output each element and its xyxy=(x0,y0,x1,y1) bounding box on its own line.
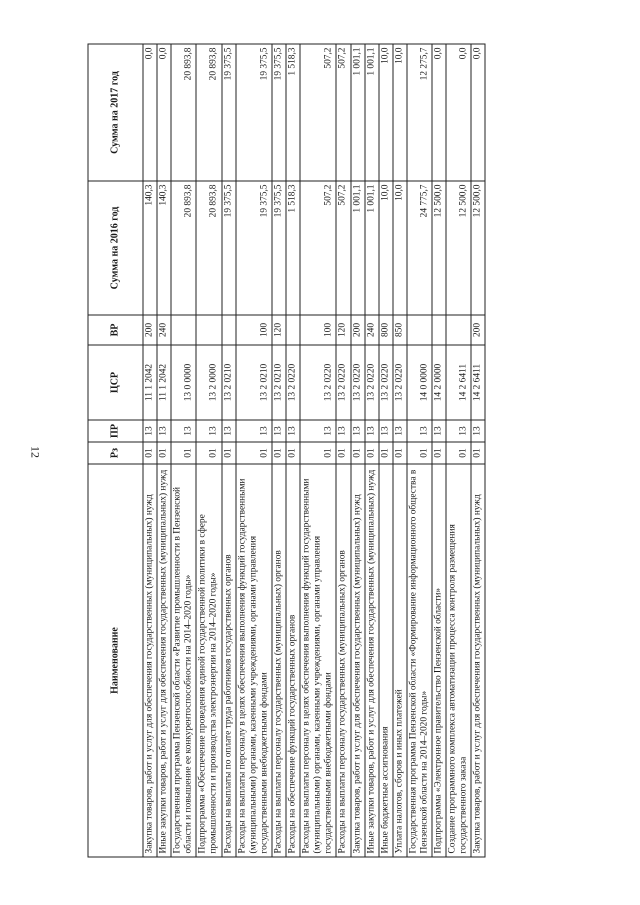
header-sum-2016: Сумма на 2016 год xyxy=(88,181,143,315)
table-row xyxy=(286,44,300,857)
row-rz: 01 xyxy=(365,442,379,464)
row-vr: 100 xyxy=(300,315,336,345)
row-sum-2017: 1 518,3 xyxy=(286,44,300,181)
table-row xyxy=(236,44,272,857)
row-rz: 01 xyxy=(446,442,471,464)
row-vr: 240 xyxy=(157,315,171,345)
row-name: Государственная программа Пензенской области «Формирование информационного общества в Пензенской области на 2014–2020 годы» xyxy=(407,464,432,857)
row-vr: 200 xyxy=(143,315,157,345)
row-rz: 01 xyxy=(236,442,272,464)
row-rz: 01 xyxy=(143,442,157,464)
row-csr: 13 2 0220 xyxy=(365,345,379,420)
header-vr: ВР xyxy=(88,315,143,345)
row-vr xyxy=(446,315,471,345)
row-csr: 11 1 2042 xyxy=(157,345,171,420)
table-row xyxy=(351,44,365,857)
row-rz: 01 xyxy=(336,442,350,464)
row-name: Расходы на выплаты персоналу в целях обеспечения выполнения функций государственными (муниципальными) органами, казенными учреждениями, органами управления государственными внебюджетными фондами xyxy=(300,464,336,857)
row-vr: 100 xyxy=(236,315,272,345)
row-sum-2016: 1 518,3 xyxy=(286,181,300,315)
table-row xyxy=(300,44,336,857)
row-vr xyxy=(432,315,446,345)
row-rz: 01 xyxy=(407,442,432,464)
row-rz: 01 xyxy=(196,442,221,464)
row-pr: 13 xyxy=(365,420,379,442)
table-row xyxy=(157,44,171,857)
row-sum-2017: 19 375,5 xyxy=(272,44,286,181)
table-row xyxy=(471,44,485,857)
row-sum-2016: 140,3 xyxy=(157,181,171,315)
row-sum-2016: 507,2 xyxy=(300,181,336,315)
row-vr: 850 xyxy=(393,315,407,345)
row-csr: 13 2 0210 xyxy=(272,345,286,420)
row-pr: 13 xyxy=(393,420,407,442)
row-pr: 13 xyxy=(196,420,221,442)
row-sum-2017: 507,2 xyxy=(300,44,336,181)
row-csr: 13 2 0220 xyxy=(336,345,350,420)
row-name: Иные бюджетные ассигнования xyxy=(379,464,393,857)
row-pr: 13 xyxy=(272,420,286,442)
row-csr: 13 2 0220 xyxy=(286,345,300,420)
row-pr: 13 xyxy=(471,420,485,442)
row-name: Подпрограмма «Электронное правительство Пензенской области» xyxy=(432,464,446,857)
table-row xyxy=(272,44,286,857)
row-sum-2016: 24 775,7 xyxy=(407,181,432,315)
row-csr: 13 2 0220 xyxy=(393,345,407,420)
row-vr: 200 xyxy=(471,315,485,345)
table-row xyxy=(379,44,393,857)
row-name: Подпрограмма «Обеспечение проведения единой государственной политики в сфере промышленности и производства электроэнергии на 2014–2020 годы» xyxy=(196,464,221,857)
table-row xyxy=(196,44,221,857)
row-name: Государственная программа Пензенской области «Развитие промышленности в Пензенской области и повышение ее конкурентоспособности на 2014–2020 годы» xyxy=(171,464,196,857)
row-vr xyxy=(171,315,196,345)
row-sum-2016: 19 375,5 xyxy=(236,181,272,315)
table-row xyxy=(365,44,379,857)
row-csr: 14 0 0000 xyxy=(407,345,432,420)
row-pr: 13 xyxy=(351,420,365,442)
header-csr: ЦСР xyxy=(88,345,143,420)
row-sum-2017: 10,0 xyxy=(393,44,407,181)
row-sum-2016: 10,0 xyxy=(393,181,407,315)
row-csr: 13 2 0210 xyxy=(222,345,236,420)
row-rz: 01 xyxy=(222,442,236,464)
row-name: Расходы на выплаты персоналу государственных (муниципальных) органов xyxy=(272,464,286,857)
row-sum-2017: 0,0 xyxy=(432,44,446,181)
row-csr: 13 2 0220 xyxy=(351,345,365,420)
row-sum-2016: 12 500,0 xyxy=(446,181,471,315)
row-name: Создание программного комплекса автоматизации процесса контроля размещения государственного заказа xyxy=(446,464,471,857)
row-csr: 14 2 0000 xyxy=(432,345,446,420)
row-name: Расходы на выплаты персоналу государственных (муниципальных) органов xyxy=(336,464,350,857)
row-rz: 01 xyxy=(286,442,300,464)
table-row xyxy=(446,44,471,857)
row-name: Расходы на выплаты персоналу в целях обеспечения выполнения функций государственными (муниципальными) органами, казенными учреждениями, органами управления государственными внебюджетными фондами xyxy=(236,464,272,857)
row-csr: 13 2 0000 xyxy=(196,345,221,420)
row-rz: 01 xyxy=(471,442,485,464)
table-row xyxy=(171,44,196,857)
row-rz: 01 xyxy=(272,442,286,464)
row-csr: 14 2 6411 xyxy=(446,345,471,420)
row-vr xyxy=(407,315,432,345)
row-sum-2016: 1 001,1 xyxy=(351,181,365,315)
row-vr: 240 xyxy=(365,315,379,345)
row-sum-2017: 0,0 xyxy=(446,44,471,181)
row-sum-2017: 19 375,5 xyxy=(236,44,272,181)
row-csr: 14 2 6411 xyxy=(471,345,485,420)
row-sum-2016: 12 500,0 xyxy=(471,181,485,315)
row-name: Закупка товаров, работ и услуг для обеспечения государственных (муниципальных) нужд xyxy=(471,464,485,857)
row-sum-2016: 19 375,5 xyxy=(222,181,236,315)
row-pr: 13 xyxy=(157,420,171,442)
row-vr xyxy=(222,315,236,345)
table-row xyxy=(143,44,157,857)
row-vr: 120 xyxy=(272,315,286,345)
row-pr: 13 xyxy=(236,420,272,442)
row-sum-2017: 20 893,8 xyxy=(171,44,196,181)
row-vr: 120 xyxy=(336,315,350,345)
page-number: 12 xyxy=(28,446,43,458)
row-pr: 13 xyxy=(286,420,300,442)
row-pr: 13 xyxy=(143,420,157,442)
row-sum-2017: 507,2 xyxy=(336,44,350,181)
row-sum-2017: 20 893,8 xyxy=(196,44,221,181)
row-vr: 800 xyxy=(379,315,393,345)
row-rz: 01 xyxy=(432,442,446,464)
row-pr: 13 xyxy=(171,420,196,442)
row-sum-2017: 12 275,7 xyxy=(407,44,432,181)
row-sum-2016: 1 001,1 xyxy=(365,181,379,315)
table-row xyxy=(393,44,407,857)
row-sum-2017: 0,0 xyxy=(471,44,485,181)
row-sum-2016: 20 893,8 xyxy=(196,181,221,315)
row-sum-2016: 20 893,8 xyxy=(171,181,196,315)
row-sum-2016: 10,0 xyxy=(379,181,393,315)
row-pr: 13 xyxy=(432,420,446,442)
row-sum-2017: 0,0 xyxy=(157,44,171,181)
header-name: Наименование xyxy=(88,464,143,857)
row-sum-2017: 0,0 xyxy=(143,44,157,181)
table-row xyxy=(336,44,350,857)
row-pr: 13 xyxy=(300,420,336,442)
row-rz: 01 xyxy=(393,442,407,464)
row-pr: 13 xyxy=(336,420,350,442)
row-name: Иные закупки товаров, работ и услуг для обеспечения государственных (муниципальных) нужд xyxy=(157,464,171,857)
rotated-budget-table xyxy=(88,45,599,858)
row-vr xyxy=(196,315,221,345)
budget-table xyxy=(88,44,486,858)
row-vr xyxy=(286,315,300,345)
table-header-row xyxy=(88,44,143,857)
header-rz: Рз xyxy=(88,442,143,464)
row-sum-2016: 140,3 xyxy=(143,181,157,315)
table-row xyxy=(432,44,446,857)
header-pr: ПР xyxy=(88,420,143,442)
row-sum-2017: 19 375,5 xyxy=(222,44,236,181)
row-sum-2016: 19 375,5 xyxy=(272,181,286,315)
row-name: Закупка товаров, работ и услуг для обеспечения государственных (муниципальных) нужд xyxy=(351,464,365,857)
row-pr: 13 xyxy=(222,420,236,442)
row-csr: 13 2 0220 xyxy=(379,345,393,420)
row-sum-2016: 12 500,0 xyxy=(432,181,446,315)
row-csr: 13 0 0000 xyxy=(171,345,196,420)
row-pr: 13 xyxy=(407,420,432,442)
row-csr: 11 1 2042 xyxy=(143,345,157,420)
row-pr: 13 xyxy=(446,420,471,442)
row-sum-2017: 1 001,1 xyxy=(365,44,379,181)
row-sum-2017: 1 001,1 xyxy=(351,44,365,181)
row-rz: 01 xyxy=(351,442,365,464)
row-name: Уплата налогов, сборов и иных платежей xyxy=(393,464,407,857)
row-pr: 13 xyxy=(379,420,393,442)
row-csr: 13 2 0220 xyxy=(300,345,336,420)
row-name: Закупка товаров, работ и услуг для обеспечения государственных (муниципальных) нужд xyxy=(143,464,157,857)
row-rz: 01 xyxy=(300,442,336,464)
row-vr: 200 xyxy=(351,315,365,345)
row-sum-2017: 10,0 xyxy=(379,44,393,181)
table-row xyxy=(222,44,236,857)
row-name: Расходы на выплаты по оплате труда работников государственных органов xyxy=(222,464,236,857)
row-rz: 01 xyxy=(157,442,171,464)
row-sum-2016: 507,2 xyxy=(336,181,350,315)
header-sum-2017: Сумма на 2017 год xyxy=(88,44,143,181)
row-csr: 13 2 0210 xyxy=(236,345,272,420)
row-name: Иные закупки товаров, работ и услуг для обеспечения государственных (муниципальных) нужд xyxy=(365,464,379,857)
row-rz: 01 xyxy=(171,442,196,464)
table-row xyxy=(407,44,432,857)
row-name: Расходы на обеспечение функций государственных органов xyxy=(286,464,300,857)
row-rz: 01 xyxy=(379,442,393,464)
